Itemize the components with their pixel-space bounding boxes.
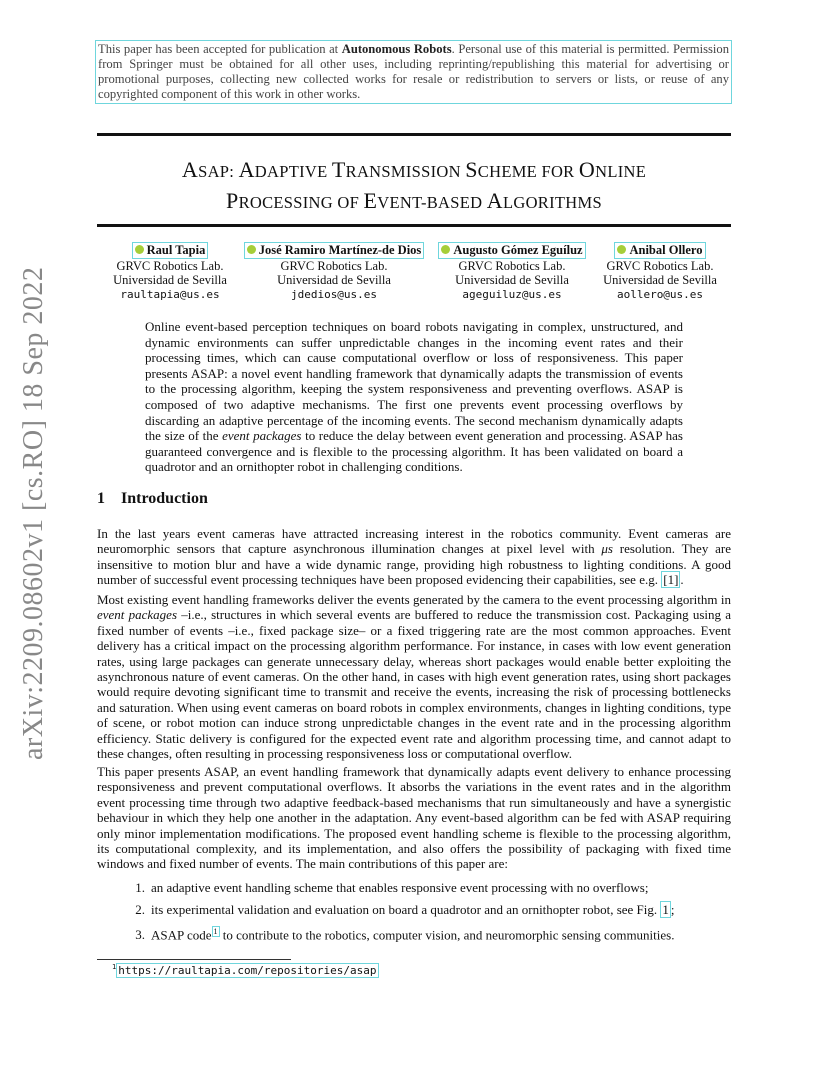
author-3 — [437, 242, 587, 302]
author-email: jdedios@us.es — [290, 287, 378, 301]
footnote-rule — [97, 959, 291, 960]
venue-name: Autonomous Robots — [341, 42, 452, 56]
author-email: raultapia@us.es — [120, 287, 220, 301]
section-number: 1 — [97, 490, 105, 507]
intro-paragraph-2: Most existing event handling frameworks deliver the events generated by the camera to the event processing algorithm in event packages –i.e., structures in which several events are buffered to reduce the transmission cost. Packaging using a fixed number of events –i.e., fixed package size– or a fixed triggering rate are the most common approaches. Event delivery has a critical impact on the processing algorithm performance. For instance, in cases with low event generation rates, using large packages can generate unnecessary delay, whereas short packages would enable better exploiting the asynchronous nature of event cameras. On the other hand, in cases with high event generation rates, using short packages would require devoting significant time to transmit and receive the events, increasing the risk of processing bottlenecks and saturation. When using event cameras on board robots in complex environments, changes in lighting conditions, type of scene, or robot motion can induce strong unpredictable changes in the event rate and in the processing algorithm efficiency. Static delivery is configured for the expected event rate and algorithm processing time, and cannot adapt to these changes, often resulting in processing responsiveness loss or computational overflow. — [97, 592, 731, 762]
author-institution: Universidad de Sevilla — [455, 273, 569, 287]
footnote-url-link[interactable]: https://raultapia.com/repositories/asap — [118, 963, 377, 977]
list-item: 2. its experimental validation and evaluation on board a quadrotor and an ornithopter robot, see Fig. 1 ; — [135, 902, 675, 917]
footnote-link[interactable]: 1 — [213, 927, 218, 936]
author-institution: Universidad de Sevilla — [277, 273, 391, 287]
section-heading — [97, 490, 208, 508]
author-name-link[interactable]: Anibal Ollero — [614, 242, 705, 259]
citation-link[interactable]: [1] — [663, 572, 679, 588]
title-bottom-rule — [97, 224, 731, 227]
author-email: aollero@us.es — [616, 287, 704, 301]
author-2 — [243, 242, 425, 302]
abstract: Online event-based perception techniques on board robots navigating in complex, unstructured, and dynamic environments can suffer unpredictable changes in the incoming event rates and their processing times, which can cause computational overflow or loss of responsiveness. This paper presents ASAP: a novel event handling framework that dynamically adapts the transmission of events to the processing algorithm, keeping the system responsiveness and preventing overflows. ASAP is composed of two adaptive mechanisms. The first one prevents event processing overflows by discarding an adaptive percentage of the incoming events. The second mechanism dynamically adapts the size of the event packages to reduce the delay between event generation and processing. ASAP has guaranteed convergence and is flexible to the processing algorithm. It has been validated on board a quadrotor and an ornithopter robot in challenging conditions. — [145, 319, 683, 475]
arxiv-stamp: arXiv:2209.08602v1 [cs.RO] 18 Sep 2022 — [18, 266, 49, 760]
title-line-2: PROCESSING OF EVENT-BASED ALGORITHMS — [226, 188, 602, 213]
orcid-icon[interactable] — [135, 245, 144, 254]
orcid-icon[interactable] — [247, 245, 256, 254]
list-item: 3. ASAP code $^1$ to contribute to the robotics, computer vision, and neuromorphic sensing communities. — [135, 927, 675, 943]
author-name-link[interactable]: José Ramiro Martínez-de Dios — [244, 242, 425, 259]
copyright-notice: This paper has been accepted for publication at Autonomous Robots. Personal use of this material is permitted. Permission from Springer must be obtained for all other uses, including reprinting/republishing this material for advertising or promotional purposes, collecting new collected works for resale or redistribution to servers or lists, or reuse of any copyrighted component of this work in other works. — [95, 40, 732, 104]
author-institution: Universidad de Sevilla — [603, 273, 717, 287]
title-top-rule — [97, 133, 731, 136]
section-title: Introduction — [121, 490, 208, 507]
author-email: ageguiluz@us.es — [462, 287, 562, 301]
author-4 — [601, 242, 719, 302]
footnote-mark: 1 — [112, 963, 117, 971]
footnote — [112, 963, 379, 977]
author-name-link[interactable]: Raul Tapia — [132, 242, 209, 259]
orcid-icon[interactable] — [441, 245, 450, 254]
author-1 — [111, 242, 229, 302]
author-affiliation: GRVC Robotics Lab. — [116, 258, 224, 273]
list-item: 1. an adaptive event handling scheme that enables responsive event processing with no overflows; — [135, 880, 649, 895]
orcid-icon[interactable] — [617, 245, 626, 254]
paper-title — [97, 155, 731, 217]
author-institution: Universidad de Sevilla — [113, 273, 227, 287]
author-affiliation: GRVC Robotics Lab. — [606, 258, 714, 273]
figure-ref-link[interactable]: 1 — [662, 902, 669, 917]
intro-paragraph-1: In the last years event cameras have attracted increasing interest in the robotics community. Event cameras are neuromorphic sensors that capture asynchronous illumination changes at pixel level with μs resolution. They are insensitive to motion blur and have a wide dynamic range, providing high robustness to lighting conditions. A good number of successful event processing techniques have been proposed evidencing their capabilities, see e.g. [1] . — [97, 526, 731, 588]
author-affiliation: GRVC Robotics Lab. — [458, 258, 566, 273]
title-line-1: ASAP: ADAPTIVE TRANSMISSION SCHEME FOR ONLINE — [181, 157, 647, 182]
author-affiliation: GRVC Robotics Lab. — [280, 258, 388, 273]
intro-paragraph-3: This paper presents ASAP, an event handling framework that dynamically adapts event delivery to enhance processing responsiveness and prevent computational overflows. It absorbs the variations in the event rates and in the algorithm event processing time through two adaptive feedback-based mechanisms that run simultaneously and have a synergistic behaviour in which they help one another in the adaptation. Any event-based algorithm can be fed with ASAP requiring only minor implementation modifications. The proposed event handling scheme is flexible to the processing algorithm, its computational complexity, and its implementation, and also offers the possibility of packaging with fixed time windows and fixed number of events. The main contributions of this paper are: — [97, 764, 731, 872]
author-name-link[interactable]: Augusto Gómez Eguíluz — [438, 242, 585, 259]
